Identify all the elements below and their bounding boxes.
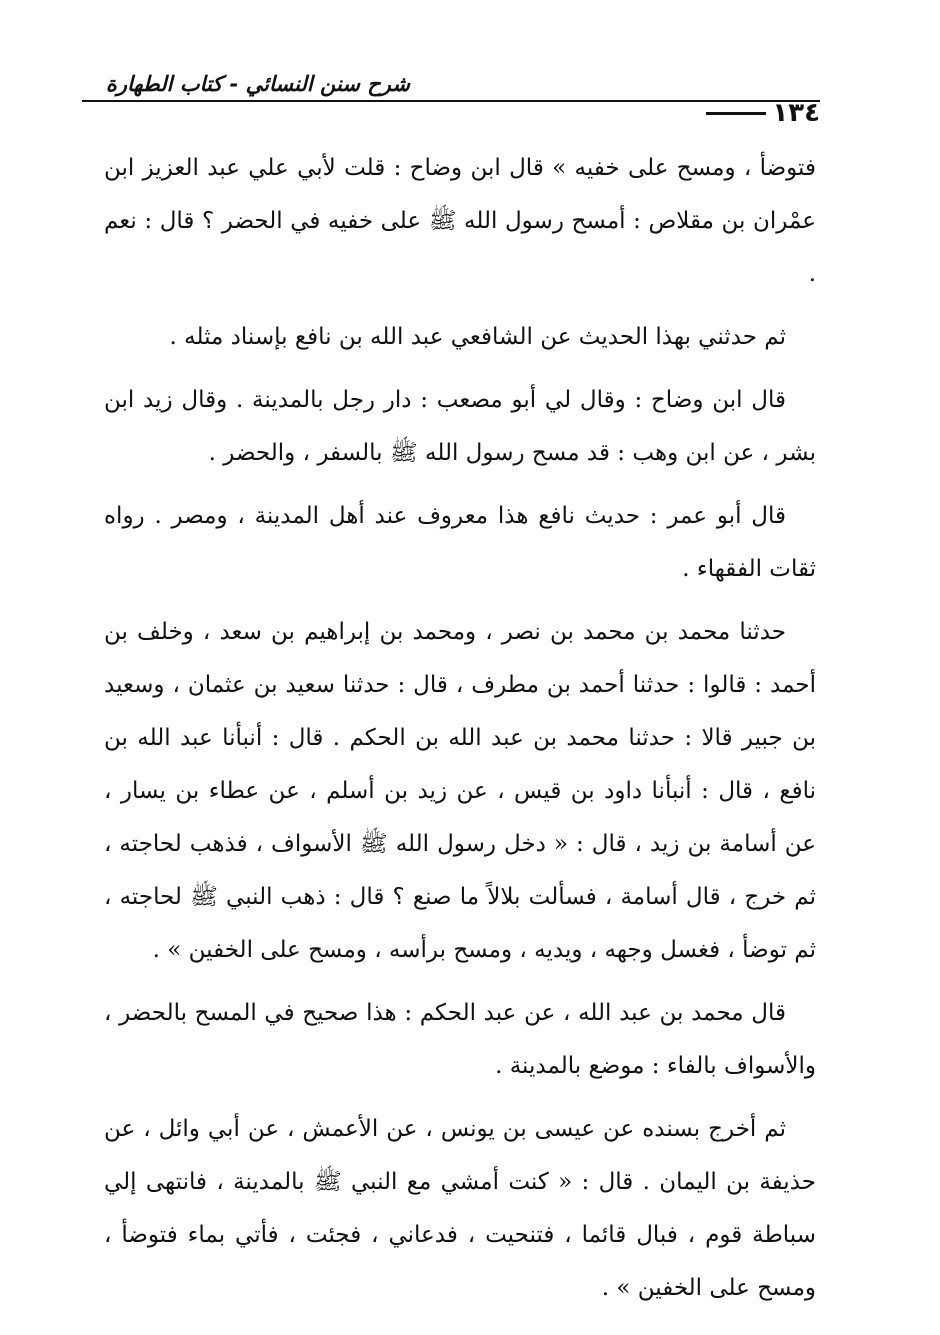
- main-text: [104, 142, 816, 1325]
- paragraph-5: حدثنا محمد بن محمد بن نصر ، ومحمد بن إبراهيم بن سعد ، وخلف بن أحمد : قالوا : حدثنا أحمد بن مطرف ، قال : حدثنا سعيد بن عثمان ، وسعيد بن جبير قالا : حدثنا محمد بن عبد الله بن الحكم . قال : أنبأنا عبد الله بن نافع ، قال : أنبأنا داود بن قيس ، عن زيد بن أسلم ، عن عطاء بن يسار ، عن أسامة بن زيد ، قال : « دخل رسول الله ﷺ الأسواف ، فذهب لحاجته ، ثم خرج ، قال أسامة ، فسألت بلالاً ما صنع ؟ قال : ذهب النبي ﷺ لحاجته ، ثم توضأ ، فغسل وجهه ، ويديه ، ومسح برأسه ، ومسح على الخفين » .: [104, 619, 816, 963]
- page-number-dash: [706, 112, 766, 115]
- paragraph-1: فتوضأ ، ومسح على خفيه » قال ابن وضاح : قلت لأبي علي عبد العزيز ابن عمْران بن مقلاص : أمسح رسول الله ﷺ على خفيه في الحضر ؟ قال : نعم .: [104, 155, 816, 287]
- paragraph-2: ثم حدثني بهذا الحديث عن الشافعي عبد الله بن نافع بإسناد مثله .: [169, 324, 786, 350]
- running-title: شرح سنن النسائي - كتاب الطهارة: [105, 72, 410, 96]
- page-header: [80, 70, 820, 140]
- page-number: ١٣٤: [772, 98, 820, 128]
- paragraph-4: قال أبو عمر : حديث نافع هذا معروف عند أهل المدينة ، ومصر . رواه ثقات الفقهاء .: [104, 503, 816, 582]
- page-number-group: [706, 98, 820, 128]
- paragraph-6: قال محمد بن عبد الله ، عن عبد الحكم : هذا صحيح في المسح بالحضر ، والأسواف بالفاء : موضع بالمدينة .: [104, 1000, 816, 1079]
- paragraph-7: ثم أخرج بسنده عن عيسى بن يونس ، عن الأعمش ، عن أبي وائل ، عن حذيفة بن اليمان . قال : « كنت أمشي مع النبي ﷺ بالمدينة ، فانتهى إلي سباطة قوم ، فبال قائما ، فتنحيت ، فدعاني ، فجئت ، فأتي بماء فتوضأ ، ومسح على الخفين » .: [104, 1116, 816, 1301]
- paragraph-3: قال ابن وضاح : وقال لي أبو مصعب : دار رجل بالمدينة . وقال زيد ابن بشر ، عن ابن وهب : قد مسح رسول الله ﷺ بالسفر ، والحضر .: [104, 387, 816, 466]
